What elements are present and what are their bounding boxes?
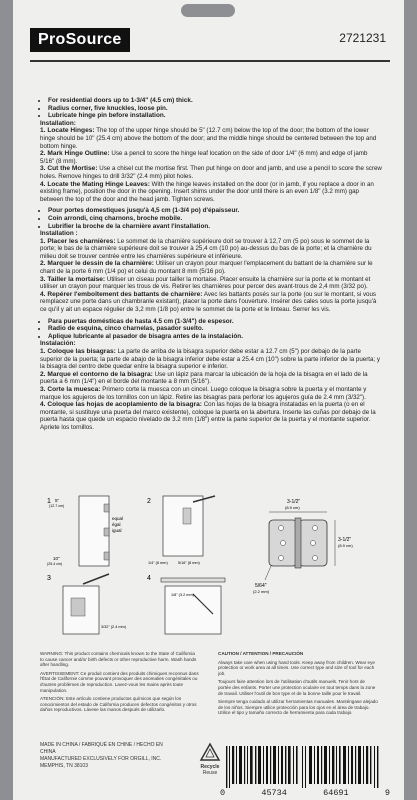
reuse-label: Reuse xyxy=(202,770,218,776)
hinge-width-metric: (8.9 cm) xyxy=(285,505,300,510)
barcode-digit-group: 64691 xyxy=(323,788,349,798)
hinge-radius-metric: (2.2 mm) xyxy=(253,589,269,594)
sku-number: 2721231 xyxy=(339,31,386,45)
barcode-digit-group: 45734 xyxy=(261,788,287,798)
fig4-head-jamb xyxy=(161,578,225,582)
en-bullet: • Radius corner, five knuckles, loose pin. xyxy=(48,105,382,113)
caution-es: Siempre tenga cuidado al utilizar herramientas manuales. Manténgase alejado de los niños. Siempre utilice protección para los ojos en el área de trabajo. Utilice el tipo y tamaño correcto de herramienta para cada trabajo. xyxy=(218,699,378,716)
prop65-warning xyxy=(40,651,200,716)
screw-hole-icon xyxy=(313,556,318,561)
fr-step-body: Utiliser un ciseau pour tailler la mortaise. Placer ensuite la charnière sur la porte et le montant et utiliser un crayon pour marquer les trous de vis. Retirer les charnières pour percer des avant-trous de 2,4 mm (3/32 po). xyxy=(40,275,371,291)
en-step-body: Use a chisel cut the mortise first. Then put hinge on door and jamb, and use a pencil to score the screw holes. Remove hinges to drill 3/32" (2.4 mm) pilot holes. xyxy=(40,165,382,180)
es-step-title: 3. Corte la muesca: xyxy=(40,385,101,393)
es-step-body: Primero corte la muesca con un cincel. Luego coloque la bisagra sobre la puerta y el montante y marque los agujeros de los tornillos con un lápiz. Retire las bisagras para perforar los agujeros guía de 2.4 mm (3/32"). xyxy=(40,385,367,401)
brand-logo: ProSource xyxy=(30,28,130,52)
en-step-title: 3. Cut the Mortise: xyxy=(40,165,98,173)
hinge-icon xyxy=(104,552,109,560)
es-step-body: La parte de arriba de la bisagra superior debe estar a 12.7 cm (5") por debajo de la parte superior de la puerta; la parte de abajo de la bisagra inferior debe estar a 25.4 cm (10") sobre la parte inferior de la puerta; y la bisagra del centro debe quedar entre la bisagra superior e inferior. xyxy=(40,348,380,371)
fig-number: 2 xyxy=(147,498,151,505)
fig2-dim: 1/4" (6 mm) xyxy=(148,561,168,565)
hinge-icon xyxy=(183,508,191,524)
es-step xyxy=(40,401,382,431)
english-section xyxy=(40,97,382,203)
es-bullet: • Para puertas domésticas de hasta 4.5 cm (1-3/4") de espesor. xyxy=(48,318,382,326)
en-step-body: Use a pencil to score the hinge leaf location on the side of door 1/4" (6 mm) and edge of jamb 5/16" (8 mm). xyxy=(40,150,368,165)
figures-svg xyxy=(43,494,383,639)
hinge-icon xyxy=(104,504,109,512)
es-step-body: Con las hojas de la bisagra instaladas en la puerta (o en el montante, si sustituye una puerta del marco existente), coloque la puerta en la abertura. Inserte las cuñas por debajo de la puerta hasta que quede un espacio nivelado de 3.2 mm (1/8") entre la parte superior de la puerta y el montante superior. Apriete los tornillos. xyxy=(40,401,376,431)
es-heading: Instalación: xyxy=(40,340,76,348)
en-step-body: With the hinge leaves installed on the door (or in jamb, if you replace a door in an existing frame), position the door in the opening. Insert shims under the door until there is an even 1/8" (3.2 mm) gap between the top of the door and the head jamb. Tighten screws. xyxy=(40,180,374,203)
barcode-digit-group: 0 xyxy=(220,788,226,798)
fig1-equal-label: égal xyxy=(112,522,121,527)
en-heading: Installation: xyxy=(40,119,76,127)
fr-bullet: • Lubrifier la broche de la charnière avant l'installation. xyxy=(48,223,382,231)
fig-number: 1 xyxy=(47,498,51,505)
barcode-digit-group: 9 xyxy=(384,788,390,798)
fr-step xyxy=(40,276,382,291)
es-step-title: 2. Marque el contorno de la bisagra: xyxy=(40,370,153,378)
es-step-title: 4. Coloque las hojas de acoplamiento de la bisagra: xyxy=(40,401,202,409)
made-line: MANUFACTURED EXCLUSIVELY FOR ORGILL, INC. xyxy=(40,756,162,762)
hinge-height: 3-1/2" xyxy=(338,537,352,543)
fr-step xyxy=(40,260,382,275)
fr-bullet: • Pour portes domestiques jusqu'à 4,5 cm (1-3/4 po) d'épaisseur. xyxy=(48,207,382,215)
hinge-icon xyxy=(71,598,85,616)
brand-bar xyxy=(30,26,390,56)
barcode-digits xyxy=(220,788,390,798)
manufacturer-info xyxy=(40,742,170,770)
hang-hole xyxy=(181,4,235,17)
en-step xyxy=(40,165,382,180)
fig1-equal-label: equal xyxy=(112,516,124,521)
fr-bullet: • Coin arrondi, cinq charnons, broche mobile. xyxy=(48,215,382,223)
en-step xyxy=(40,150,382,165)
fig3-dim: 3/32" (2.4 mm) xyxy=(101,625,126,629)
fig2-jamb xyxy=(163,496,203,556)
screw-hole-icon xyxy=(311,541,316,546)
screw-hole-icon xyxy=(313,526,318,531)
fig-number: 3 xyxy=(47,575,51,582)
fig-number: 4 xyxy=(147,575,151,582)
made-line: MADE IN CHINA / FABRIQUÉ EN CHINE / HECHO EN CHINA xyxy=(40,742,163,755)
en-bullet: • For residential doors up to 1-3/4" (4.5 cm) thick. xyxy=(48,97,382,105)
header-rule xyxy=(30,60,390,62)
caution-fr: Toujours faire attention lors de l'utilisation d'outils manuels. Tenir hors de portée des enfants. Porter une protection oculaire en tout temps dans la zone de travail. Utiliser l'outil de bon type et de la bonne taille pour le travail. xyxy=(218,679,376,696)
instructions xyxy=(40,97,382,436)
fig1-top-dim: 5" xyxy=(55,498,60,503)
made-line: MEMPHIS, TN 38103 xyxy=(40,763,88,769)
es-step-body: Use un lápiz para marcar la ubicación de la hoja de la bisagra en el lado de la puerta a 6 mm (1/4") en el borde del montante a 8 mm (5/16"). xyxy=(40,370,368,386)
fr-step-body: Le sommet de la charnière supérieure doit se trouver à 12,7 cm (5 po) sous le sommet de la porte; le bas de la charnière supérieure doit se trouver à 25,4 cm (10 po) au-dessus du bas de la porte; et la charnière du milieu doit se trouver centrée entre les charnières supérieure et inférieure. xyxy=(40,237,372,260)
hinge-height-metric: (8.9 cm) xyxy=(338,543,353,548)
en-step-body: The top of the upper hinge should be 5" (12.7 cm) below the top of the door; the bottom of the lower hinge should be 10" (25.4 cm) above the bottom of the door; and the middle hinge should be centered between the top and bottom hinge. xyxy=(40,127,377,150)
screw-hole-icon xyxy=(279,556,284,561)
warning-fr: AVERTISSEMENT: Ce produit contient des produits chimiques reconnus dans l'État de Californie comme pouvant provoquer des anomalies congénitales ou d'autres problèmes de reproduction. Lavez-vous les mains après toute manipulation. xyxy=(40,670,199,693)
caution-notice xyxy=(218,651,378,719)
fig1-equal-label: igual xyxy=(112,528,122,533)
fig2-dim: 5/16" (8 mm) xyxy=(178,561,200,565)
warning-en: WARNING: This product contains chemicals known to the State of California to cause cancer and/or birth defects or other reproductive harm. Wash hands after handling. xyxy=(40,651,197,668)
es-step-title: 1. Coloque las bisagras: xyxy=(40,348,116,355)
screw-hole-icon xyxy=(281,541,286,546)
en-step-title: 1. Locate Hinges: xyxy=(40,127,95,135)
fr-step-body: Avec les battants posés sur la porte (ou sur le montant, si vous remplacez une porte dans un chambranle existant), placer la porte dans l'ouverture. Insérer des cales sous la porte jusqu'à ce qu'il y ait un espace régulier de 3,2 mm (1/8 po) entre le sommet de la porte et le linteau. Serrer les vis. xyxy=(40,290,377,314)
spanish-section xyxy=(40,318,382,432)
caution-heading: CAUTION / ATTENTION / PRECAUCIÓN xyxy=(218,651,304,656)
en-step xyxy=(40,127,382,150)
caution-en: Always take care when using hand tools. Keep away from children. Wear eye protection or work area at all times. Use correct type and size of tool for each job. xyxy=(218,659,375,676)
installation-figures xyxy=(43,494,383,639)
barcode xyxy=(220,746,390,788)
en-step-title: 2. Mark Hinge Outline: xyxy=(40,150,110,158)
recycle-icon xyxy=(199,742,221,762)
fr-step-title: 3. Tailler la mortaise: xyxy=(40,275,106,283)
fig1-bottom-dim-metric: (25.4 cm) xyxy=(47,562,63,566)
fr-step xyxy=(40,291,382,314)
es-bullet: • Radio de esquina, cinco charnelas, pasador suelto. xyxy=(48,325,382,333)
radius-leader-line xyxy=(265,566,271,580)
recycle-label: Recycle xyxy=(200,764,220,770)
en-step xyxy=(40,181,382,204)
footer xyxy=(40,742,390,798)
screw-hole-icon xyxy=(279,526,284,531)
es-step xyxy=(40,371,382,386)
fr-step-body: Utiliser un crayon pour marquer l'emplacement du battant de la charnière sur le chant de la porte 6 mm (1/4 po) et celui du montant 8 mm (5/16 po). xyxy=(40,260,373,276)
en-bullet: • Lubricate hinge pin before installation. xyxy=(48,112,382,120)
fig1-bottom-dim: 10" xyxy=(53,556,60,561)
fr-heading: Installation : xyxy=(40,230,78,238)
fr-step xyxy=(40,238,382,261)
chisel-icon xyxy=(83,574,109,584)
hinge-knuckle xyxy=(295,518,301,568)
hinge-radius: 5/64" xyxy=(255,583,267,589)
fig4-dim: 1/8" (3.2 mm) xyxy=(171,593,194,597)
es-step xyxy=(40,386,382,401)
french-section xyxy=(40,207,382,313)
es-bullet: • Aplique lubricante al pasador de bisagra antes de la instalación. xyxy=(48,333,382,341)
fr-step-title: 2. Marquer le dessin de la charnière: xyxy=(40,260,154,268)
fig1-top-dim-metric: (12.7 cm) xyxy=(49,504,65,508)
fr-step-title: 1. Placer les charnières: xyxy=(40,237,116,245)
en-step-title: 4. Locate the Mating Hinge Leaves: xyxy=(40,180,150,188)
warning-es: ATENCIÓN: Este artículo contiene productos químicos que según los conocimientos del estado de California producen defectos congénitos y otros daños reproductivos. Lávese las manos después de utilizarlo. xyxy=(40,696,197,713)
es-step xyxy=(40,348,382,371)
hinge-width: 3-1/2" xyxy=(287,499,301,505)
fr-step-title: 4. Repérer l'emboîtement des battants de charnière: xyxy=(40,290,203,298)
hinge-icon xyxy=(104,528,109,536)
